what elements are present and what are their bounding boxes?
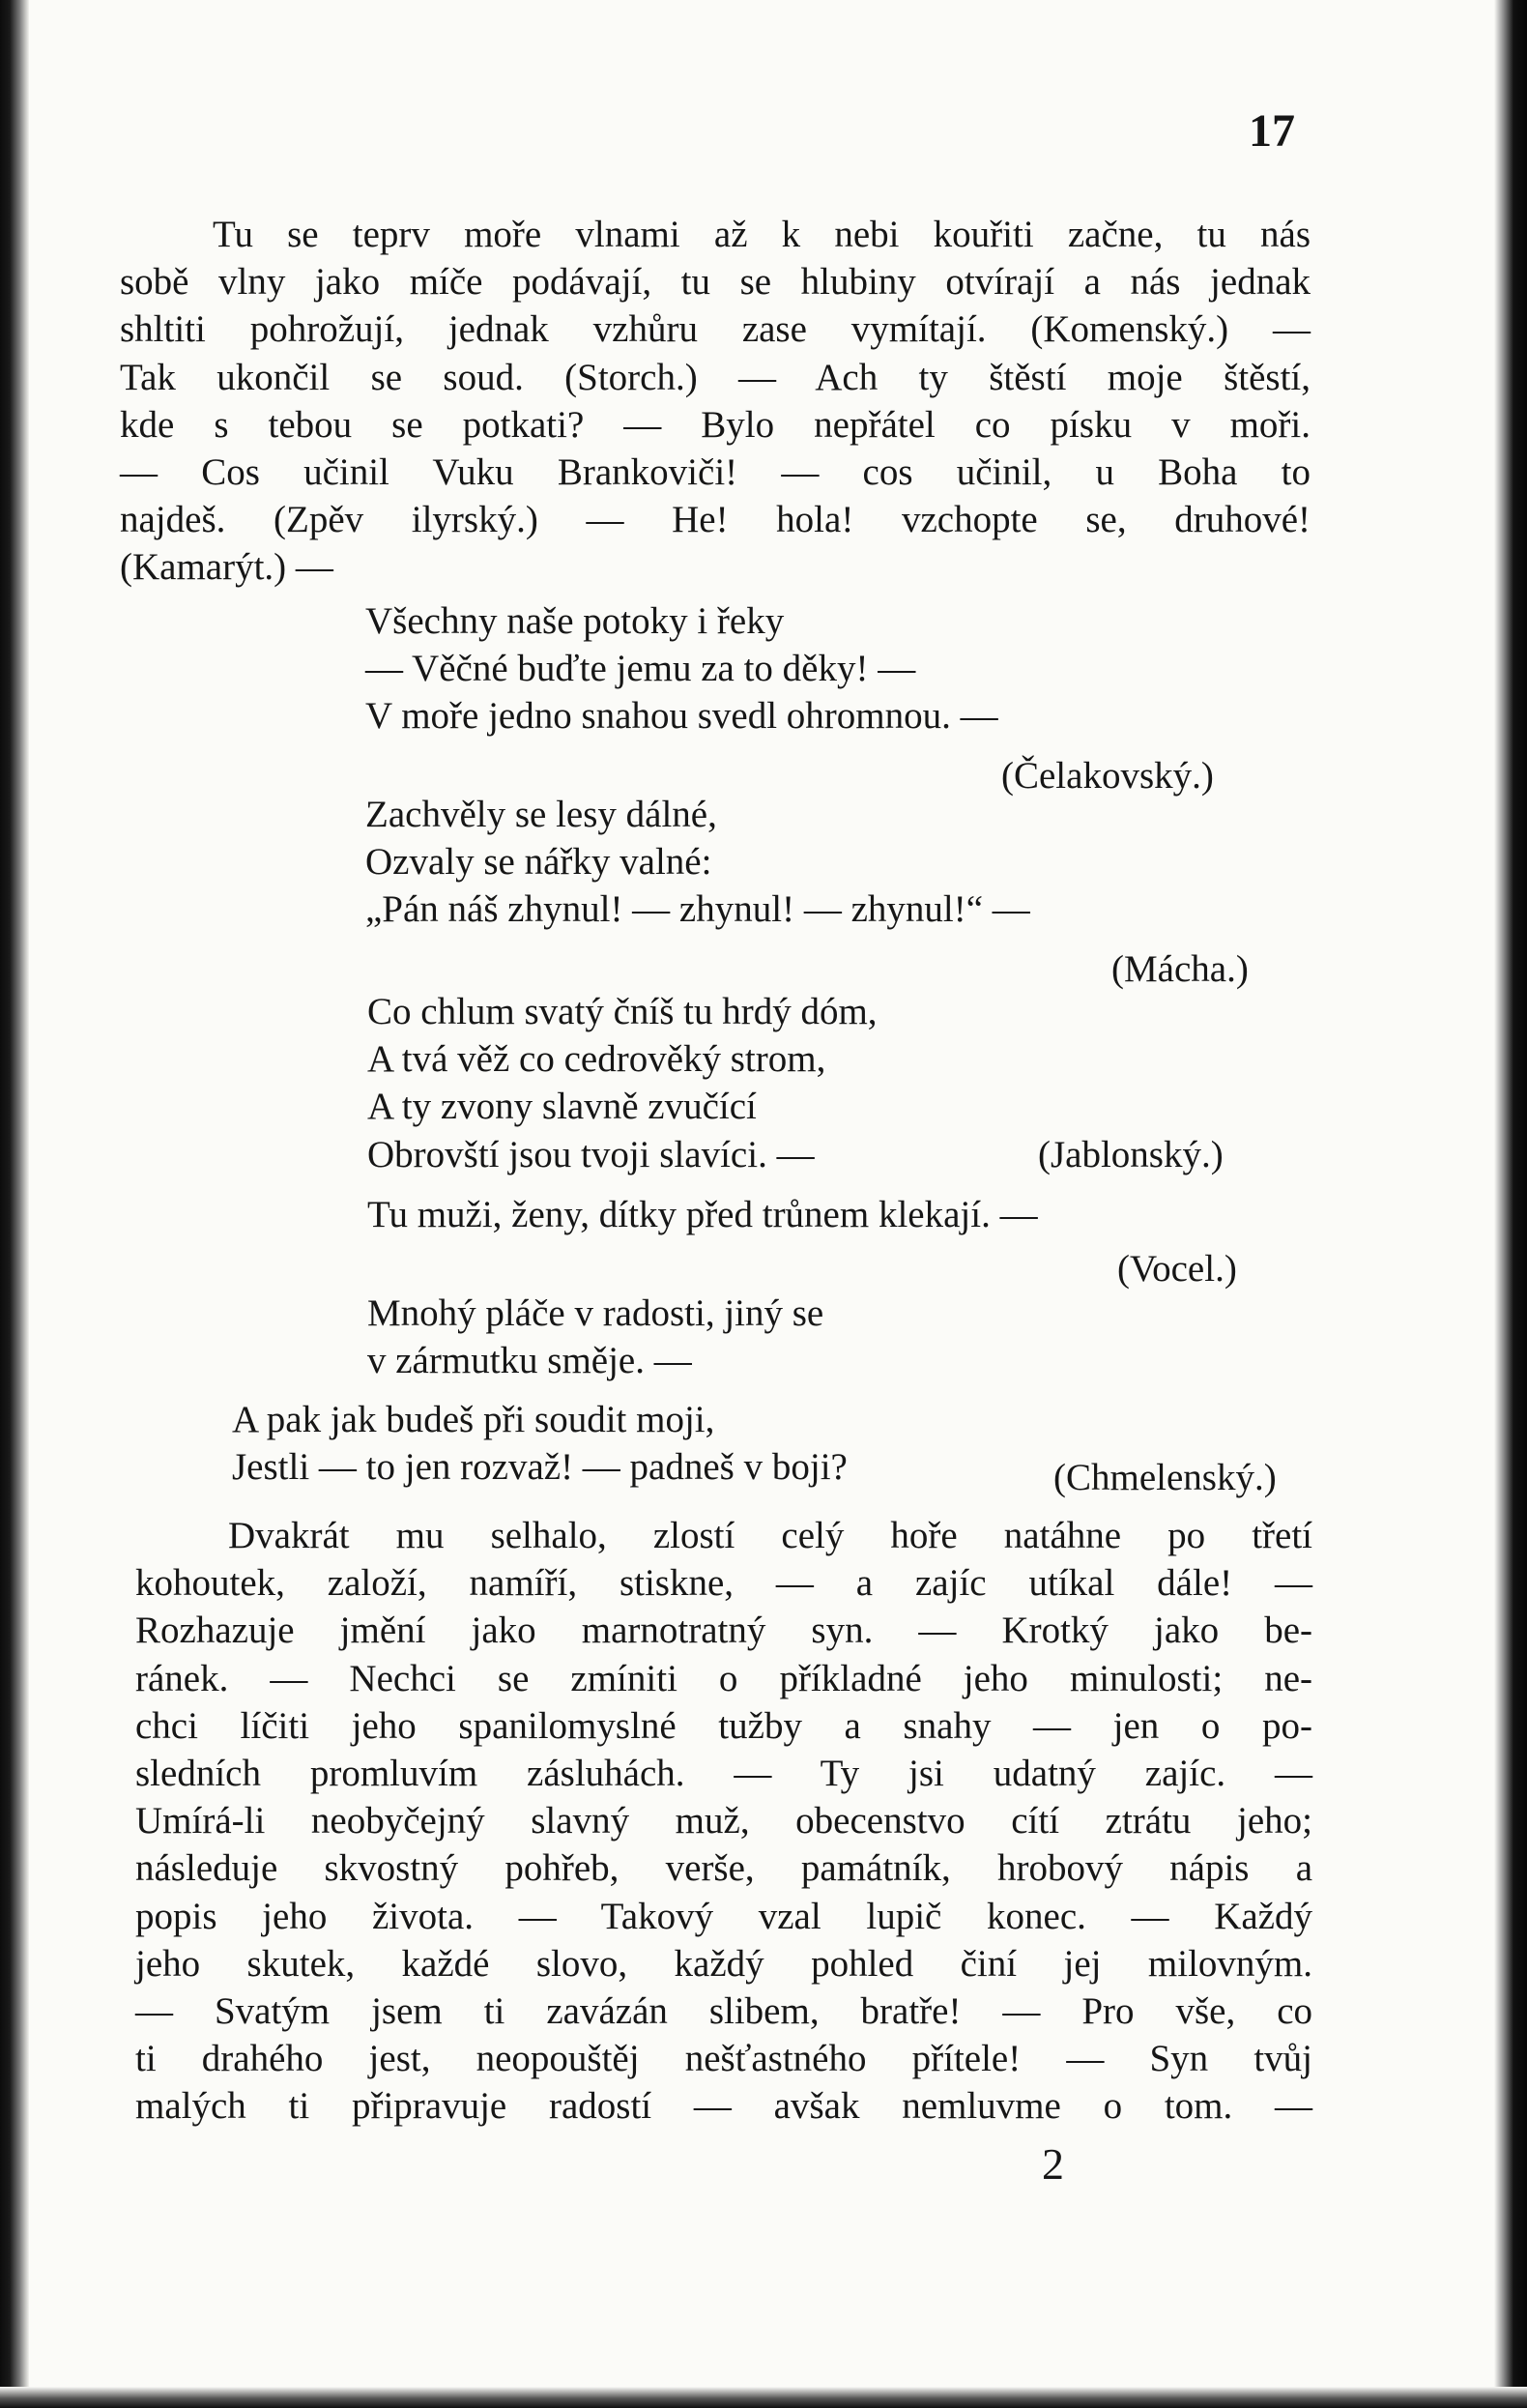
text-line: Dvakrát mu selhalo, zlostí celý hoře natáhne po třetí bbox=[228, 1515, 1312, 1556]
author-chmelensky: (Chmelenský.) bbox=[1053, 1457, 1277, 1498]
text-line: sledních promluvím zásluhách. — Ty jsi udatný zajíc. — bbox=[135, 1753, 1312, 1795]
author-jablonsky: (Jablonský.) bbox=[1038, 1134, 1224, 1175]
verse-line: v zármutku směje. — bbox=[367, 1340, 692, 1382]
text-line: najdeš. (Zpěv ilyrský.) — He! hola! vzchopte se, druhové! bbox=[120, 499, 1311, 541]
text-line: ránek. — Nechci se zmíniti o příkladné jeho minulosti; ne- bbox=[135, 1657, 1312, 1699]
text-line: ti drahého jest, neopouštěj nešťastného přítele! — Syn tvůj bbox=[135, 2038, 1312, 2080]
verse-line: Tu muži, ženy, dítky před trůnem klekají. — bbox=[367, 1194, 1038, 1235]
verse-line: Zachvěly se lesy dálné, bbox=[365, 794, 717, 835]
text-line: Tu se teprv moře vlnami až k nebi kouřiti začne, tu nás bbox=[213, 214, 1311, 255]
text-line: — Svatým jsem ti zavázán slibem, bratře! — Pro vše, co bbox=[135, 1990, 1312, 2033]
author-macha: (Mácha.) bbox=[1111, 948, 1249, 990]
text-line: kde s tebou se potkati? — Bylo nepřátel co písku v moři. bbox=[120, 403, 1311, 446]
verse-line: Mnohý pláče v radosti, jiný se bbox=[367, 1292, 824, 1334]
text-line: shltiti pohrožují, jednak vzhůru zase vymítají. (Komenský.) — bbox=[120, 308, 1311, 351]
verse-chmelensky bbox=[232, 1396, 848, 1491]
text-line: Tak ukončil se soud. (Storch.) — Ach ty štěstí moje štěstí, bbox=[120, 356, 1311, 398]
verse-line: Obrovští jsou tvoji slavíci. — bbox=[367, 1133, 815, 1175]
verse-vocel bbox=[367, 1191, 1038, 1238]
text-line: malých ti připravuje radostí — avšak nemluvme o tom. — bbox=[135, 2085, 1312, 2128]
verse-line: A ty zvony slavně zvučící bbox=[367, 1086, 757, 1128]
verse-line: — Věčné buďte jemu za to děky! — bbox=[365, 648, 916, 690]
scan-left-edge bbox=[0, 0, 29, 2408]
text-line: (Kamarýt.) — bbox=[120, 546, 333, 589]
signature-mark: 2 bbox=[1042, 2139, 1064, 2189]
scan-bottom-edge bbox=[0, 2387, 1527, 2408]
author-celakovsky: (Čelakovský.) bbox=[1001, 755, 1214, 797]
text-line: chci líčiti jeho spanilomyslné tužby a snahy — jen o po- bbox=[135, 1704, 1312, 1747]
text-line: Umírá-li neobyčejný slavný muž, obecenstvo cítí ztrátu jeho; bbox=[135, 1800, 1312, 1842]
paragraph-1 bbox=[120, 211, 1311, 592]
verse-line: Všechny naše potoky i řeky bbox=[365, 600, 785, 642]
text-line: následuje skvostný pohřeb, verše, památník, hrobový nápis a bbox=[135, 1847, 1312, 1890]
verse-celakovsky bbox=[365, 597, 998, 740]
verse-line: Ozvaly se nářky valné: bbox=[365, 841, 712, 884]
verse-line: „Pán náš zhynul! — zhynul! — zhynul!“ — bbox=[365, 888, 1030, 931]
verse-line: Co chlum svatý čníš tu hrdý dóm, bbox=[367, 991, 878, 1032]
text-line: Rozhazuje jmění jako marnotratný syn. — Krotký jako be- bbox=[135, 1610, 1312, 1652]
verse-line: V moře jedno snahou svedl ohromnou. — bbox=[365, 695, 998, 738]
text-line: jeho skutek, každé slovo, každý pohled činí jej milovným. bbox=[135, 1942, 1312, 1985]
text-line: sobě vlny jako míče podávají, tu se hlubiny otvírají a nás jednak bbox=[120, 261, 1311, 304]
verse-proverb bbox=[367, 1290, 823, 1384]
verse-line: A tvá věž co cedrověký strom, bbox=[367, 1038, 826, 1081]
scan-right-edge bbox=[1494, 0, 1527, 2408]
page-number: 17 bbox=[1249, 105, 1295, 157]
verse-macha bbox=[365, 791, 1030, 934]
verse-line: Jestli — to jen rozvaž! — padneš v boji? bbox=[232, 1446, 848, 1489]
author-vocel: (Vocel.) bbox=[1117, 1248, 1237, 1290]
text-line: popis jeho života. — Takový vzal lupič konec. — Každý bbox=[135, 1895, 1312, 1937]
verse-jablonsky bbox=[367, 988, 878, 1178]
verse-line: A pak jak budeš při soudit moji, bbox=[232, 1399, 715, 1440]
paragraph-2 bbox=[135, 1512, 1312, 2131]
text-line: kohoutek, založí, namíří, stiskne, — a zajíc utíkal dále! — bbox=[135, 1562, 1312, 1605]
text-line: — Cos učinil Vuku Brankoviči! — cos učinil, u Boha to bbox=[120, 451, 1311, 494]
